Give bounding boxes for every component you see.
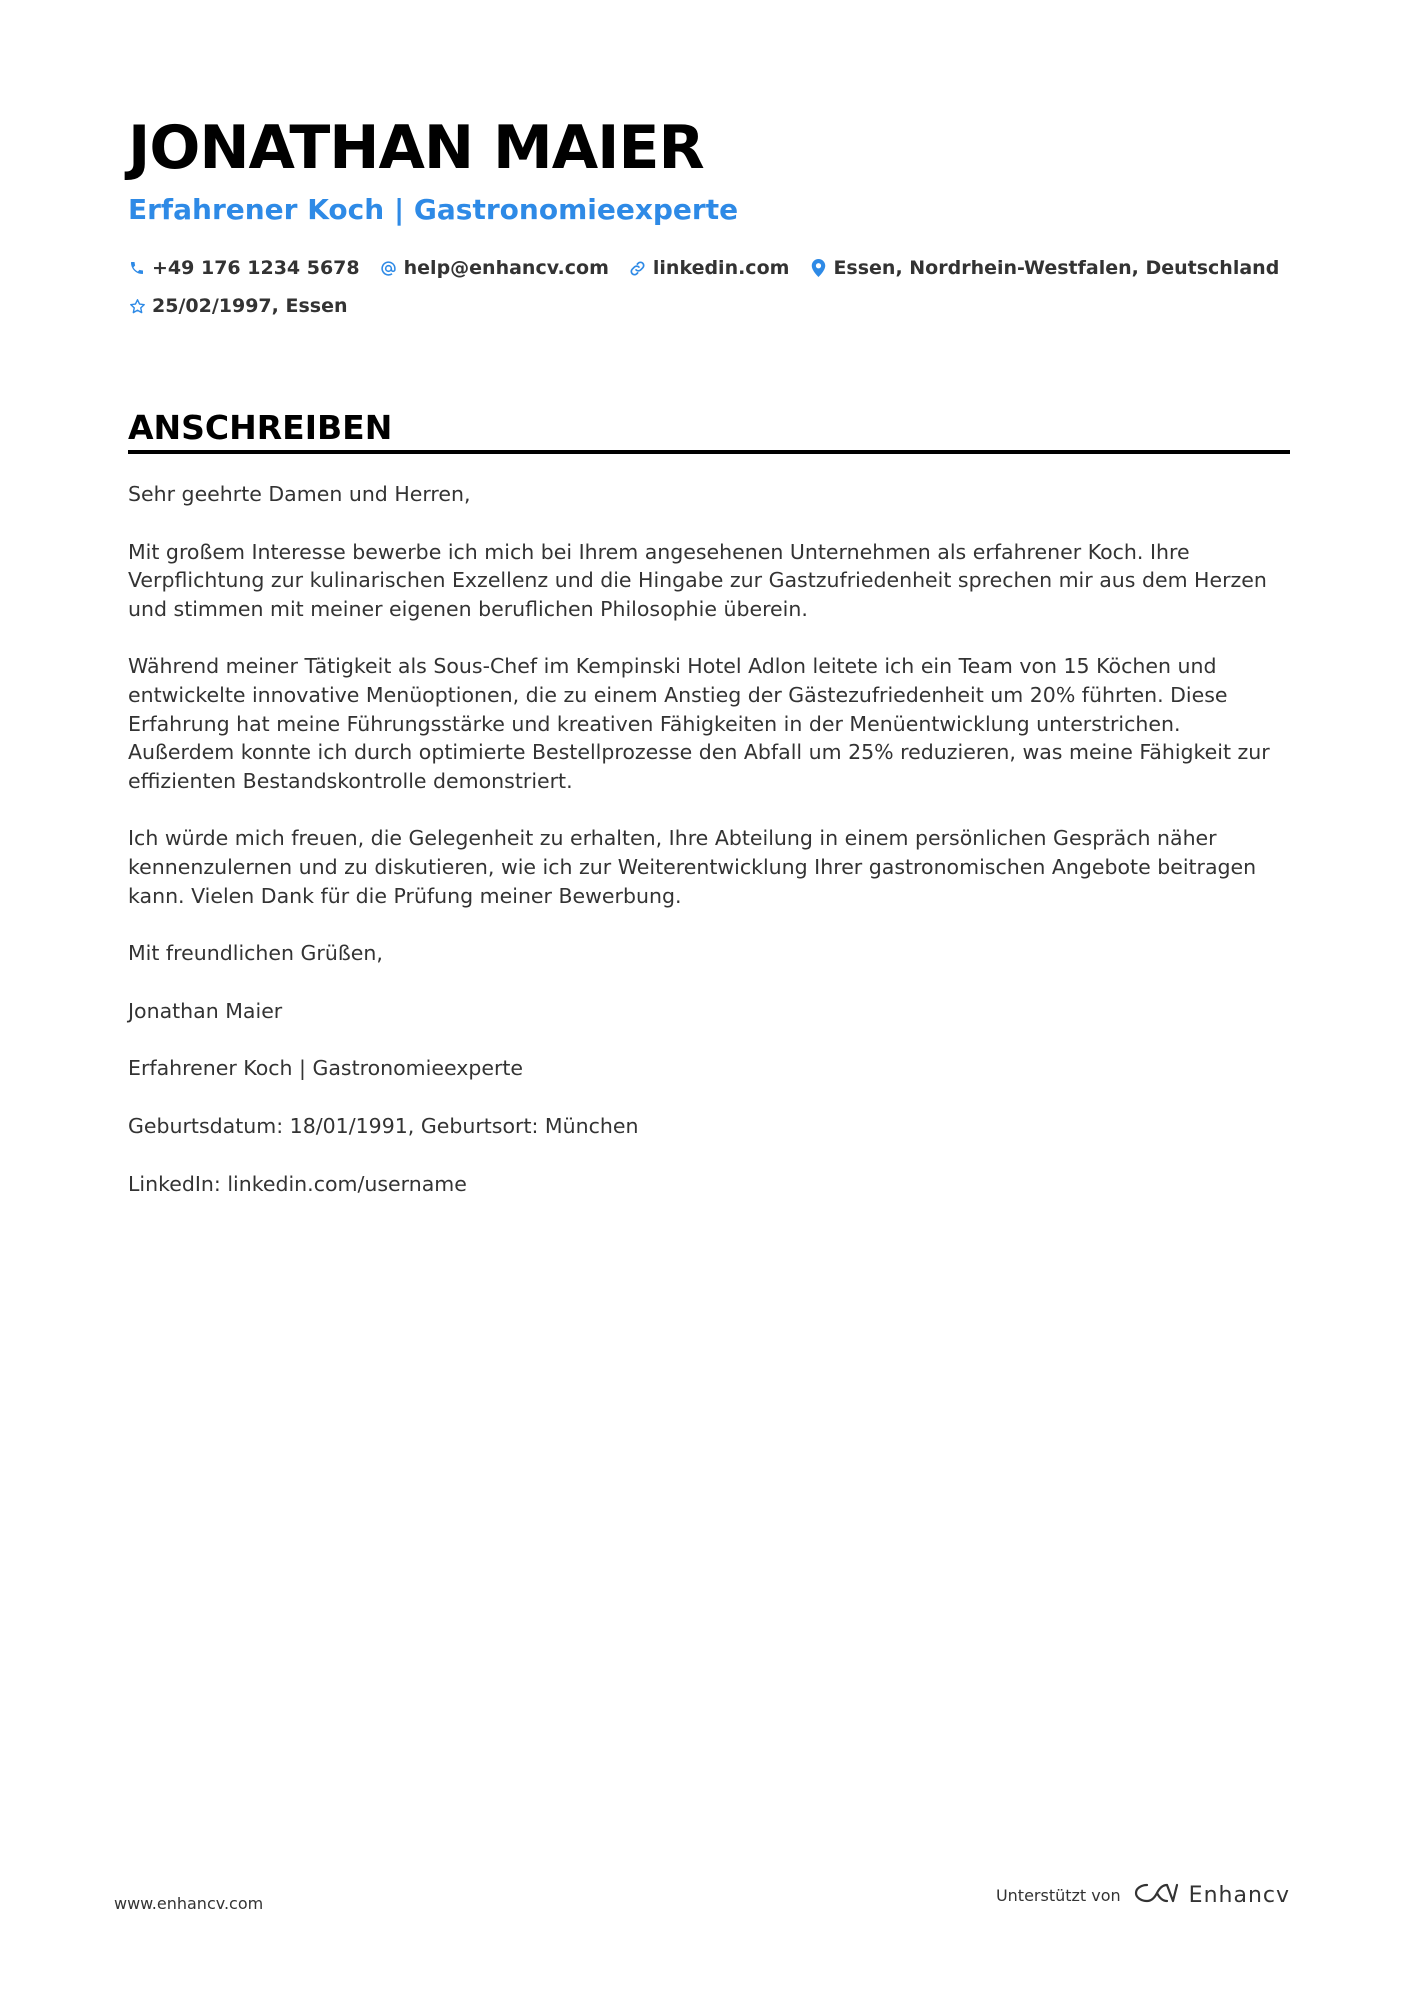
contact-linkedin[interactable] bbox=[629, 254, 790, 282]
linkedin-text: linkedin.com bbox=[652, 257, 790, 279]
letter-paragraph-2: Während meiner Tätigkeit als Sous-Chef im Kempinski Hotel Adlon leitete ich ein Team von 15 Köchen und entwickelte innovative Menüoptionen, die zu einem Anstieg der Gästezufriedenheit um 20% führten. Diese Erfahrung hat meine Führungsstärke und kreativen Fähigkeiten in der Menüentwicklung unterstrichen. Außerdem konnte ich durch optimierte Bestellprozesse den Abfall um 25% reduzieren, was meine Fähigkeit zur effizienten Bestandskontrolle demonstriert. bbox=[128, 654, 1270, 793]
letter-paragraph-1: Mit großem Interesse bewerbe ich mich bei Ihrem angesehenen Unternehmen als erfahrener Koch. Ihre Verpflichtung zur kulinarischen Exzellenz und die Hingabe zur Gastzufriedenheit sprechen mir aus dem Herzen und stimmen mit meiner eigenen beruflichen Philosophie überein. bbox=[128, 539, 1267, 621]
contact-birth bbox=[128, 292, 347, 320]
contact-location bbox=[809, 254, 1279, 282]
email-text: help@enhancv.com bbox=[403, 257, 609, 279]
letter-salutation: Sehr geehrte Damen und Herren, bbox=[128, 482, 471, 506]
map-pin-icon bbox=[809, 259, 827, 277]
contact-phone[interactable] bbox=[128, 254, 360, 282]
section-title: ANSCHREIBEN bbox=[128, 408, 393, 447]
footer-branding bbox=[996, 1880, 1290, 1910]
birth-text: 25/02/1997, Essen bbox=[152, 295, 348, 317]
letter-paragraph-3: Ich würde mich freuen, die Gelegenheit zu erhalten, Ihre Abteilung in einem persönlichen Gespräch näher kennenzulernen und zu diskutieren, wie ich zur Weiterentwicklung Ihrer gastronomischen Angebote beitragen kann. Vielen Dank für die Prüfung meiner Bewerbung. bbox=[128, 826, 1257, 908]
phone-text: +49 176 1234 5678 bbox=[152, 257, 360, 279]
letter-closing: Mit freundlichen Grüßen, bbox=[128, 941, 383, 966]
birth-info: Geburtsdatum: 18/01/1991, Geburtsort: München bbox=[128, 1113, 639, 1138]
candidate-name: JONATHAN MAIER bbox=[128, 113, 704, 183]
contact-row-2 bbox=[128, 292, 367, 320]
link-icon bbox=[629, 259, 647, 277]
signature-title: Erfahrener Koch | Gastronomieexperte bbox=[128, 1056, 524, 1081]
phone-icon bbox=[128, 259, 146, 277]
candidate-headline: Erfahrener Koch | Gastronomieexperte bbox=[128, 193, 739, 226]
contact-row bbox=[128, 254, 1299, 282]
enhancv-logo-icon bbox=[1133, 1880, 1179, 1910]
letter-body bbox=[128, 480, 1290, 1227]
section-divider bbox=[128, 450, 1290, 454]
powered-by-text: Unterstützt von bbox=[995, 1885, 1121, 1905]
brand-name: Enhancv bbox=[1188, 1882, 1290, 1908]
brand-logo[interactable] bbox=[1133, 1880, 1290, 1910]
contact-email[interactable] bbox=[380, 254, 609, 282]
location-text: Essen, Nordrhein-Westfalen, Deutschland bbox=[833, 257, 1280, 279]
linkedin-info: LinkedIn: linkedin.com/username bbox=[128, 1171, 467, 1196]
footer-website[interactable]: www.enhancv.com bbox=[114, 1894, 264, 1913]
signature-name: Jonathan Maier bbox=[128, 998, 283, 1023]
star-icon bbox=[128, 297, 146, 315]
at-icon bbox=[380, 259, 398, 277]
